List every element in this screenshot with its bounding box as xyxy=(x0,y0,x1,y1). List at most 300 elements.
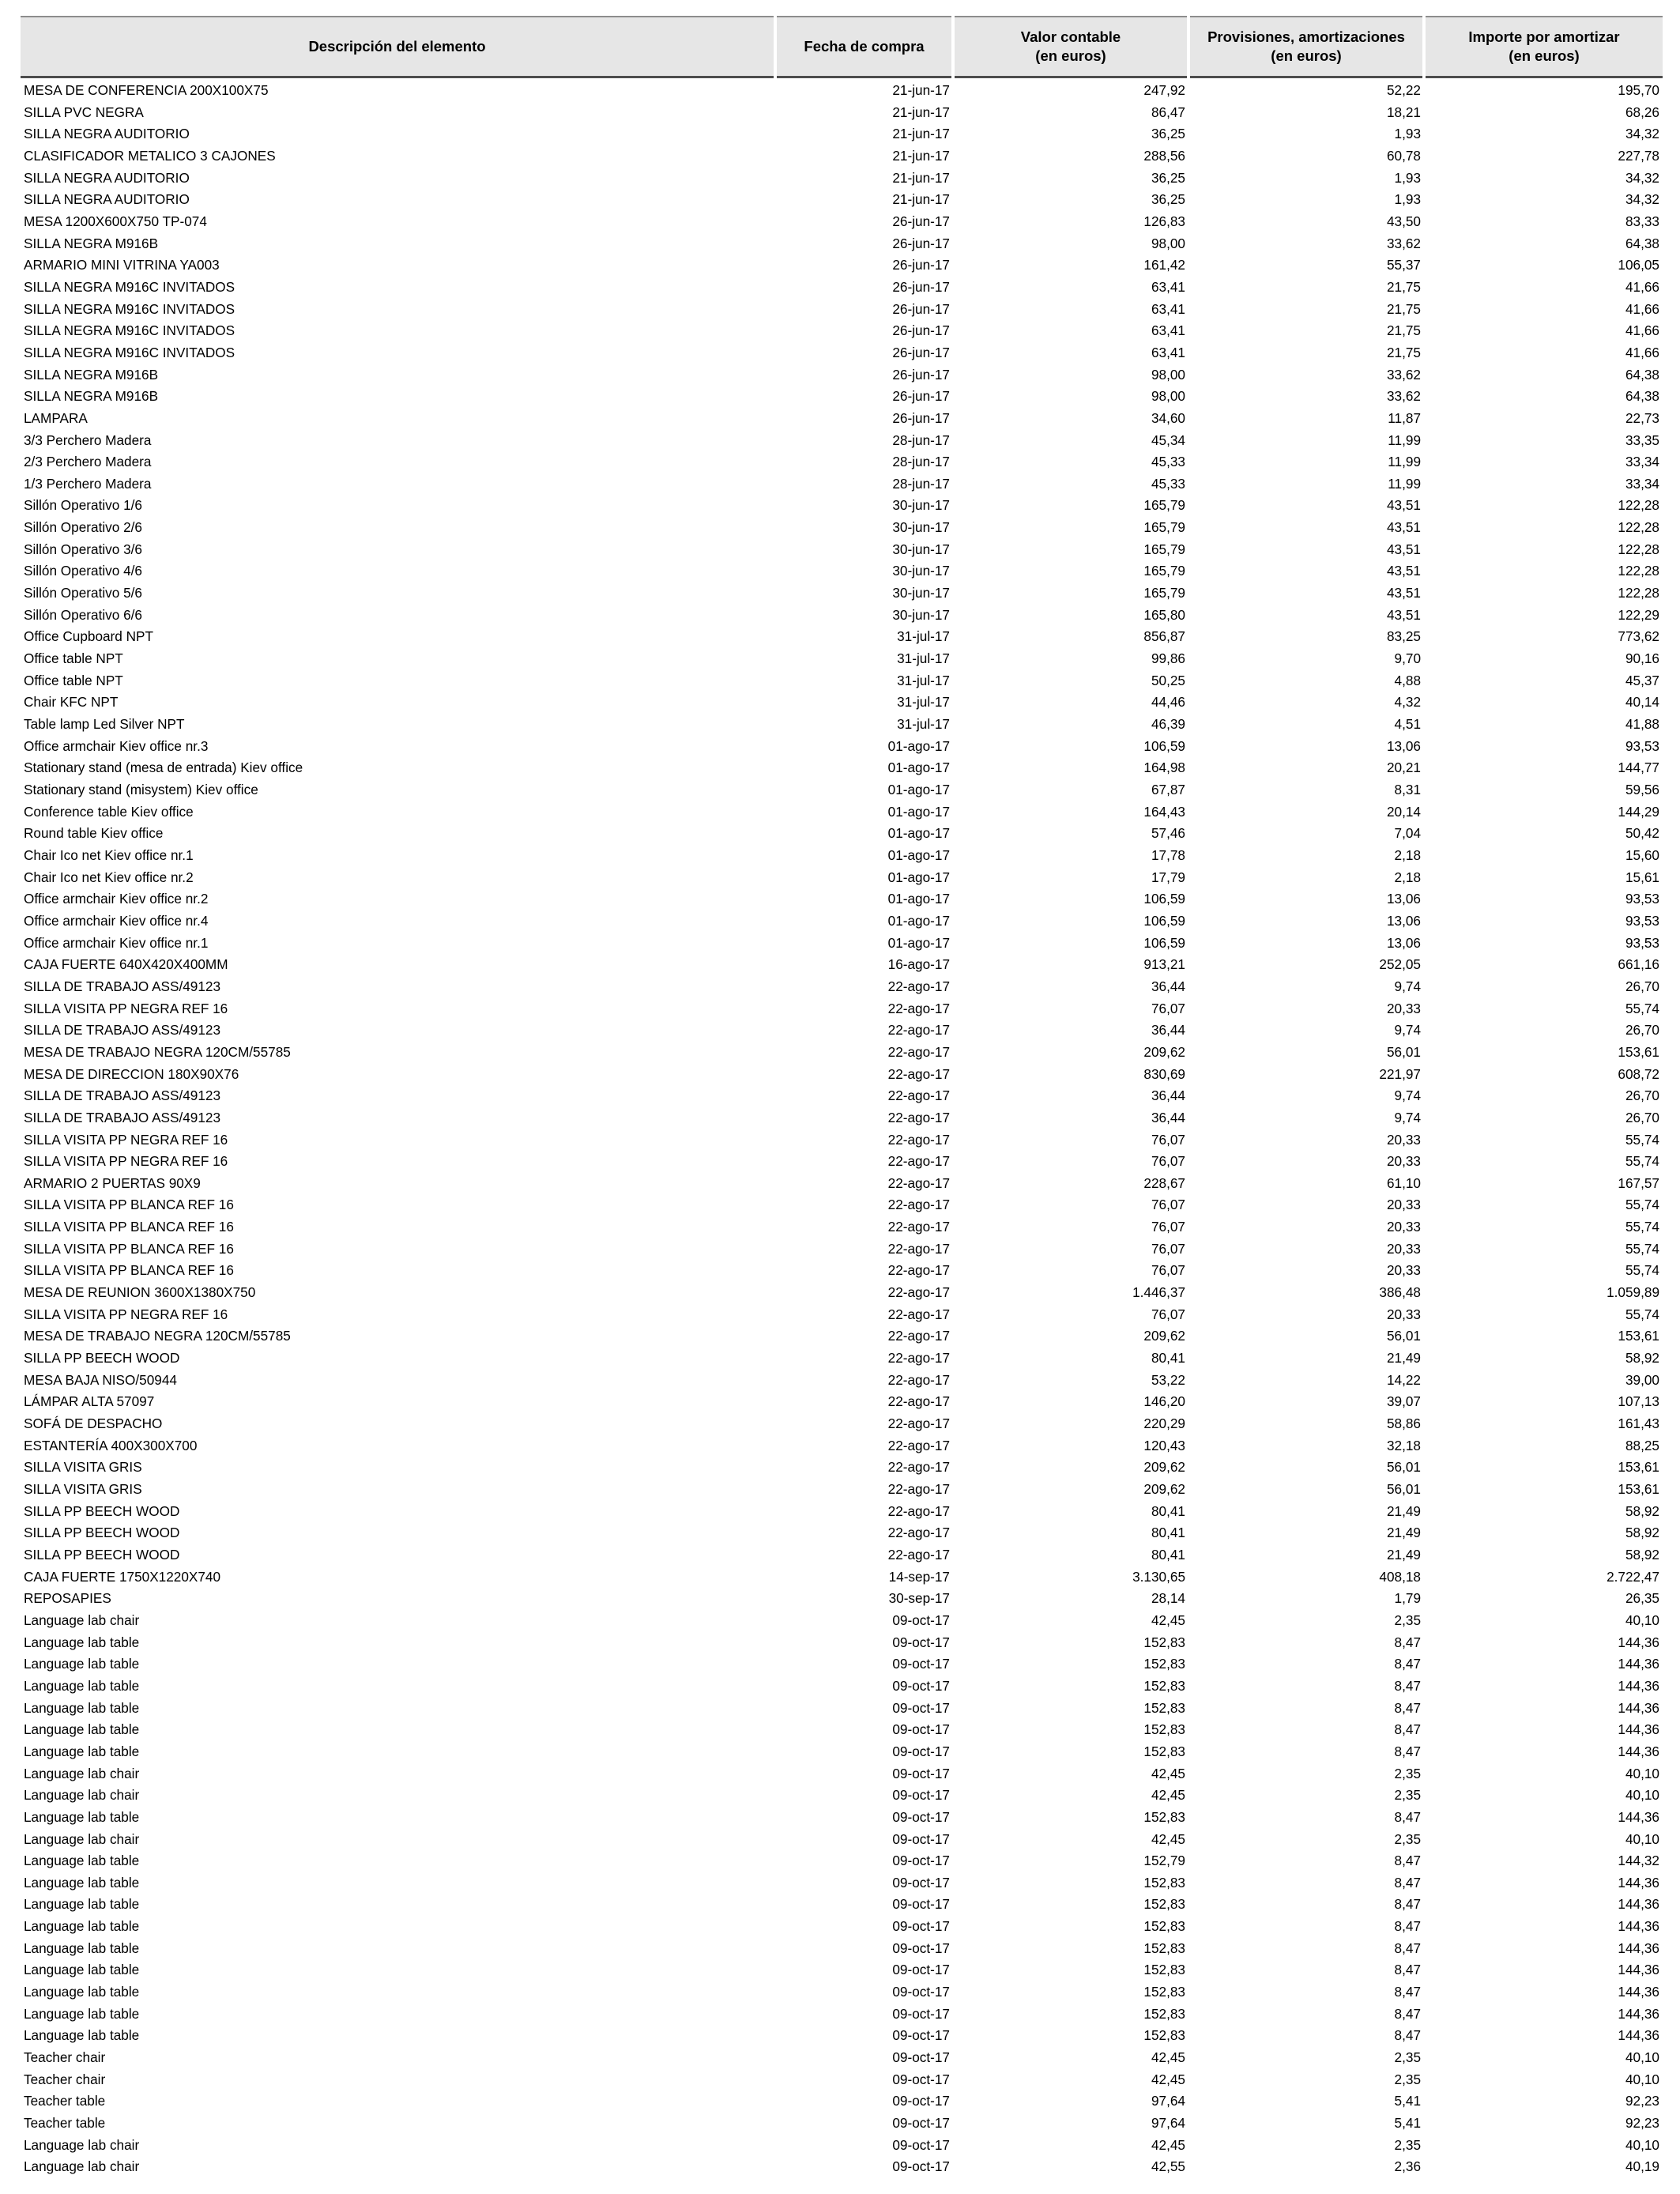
pending-amount-cell: 64,38 xyxy=(1625,235,1659,251)
provisions-cell: 8,47 xyxy=(1394,1721,1421,1738)
provisions-cell: 20,33 xyxy=(1386,1240,1421,1257)
table-row xyxy=(21,1479,1663,1501)
pending-amount-cell: 64,38 xyxy=(1625,366,1659,383)
book-value-cell: 913,21 xyxy=(1143,956,1185,973)
date-cell: 22-ago-17 xyxy=(887,1525,950,1541)
book-value-cell: 42,45 xyxy=(1151,1612,1185,1628)
pending-amount-cell: 41,66 xyxy=(1625,344,1659,360)
table-row xyxy=(21,211,1663,233)
book-value-cell: 45,33 xyxy=(1151,454,1185,470)
date-cell: 26-jun-17 xyxy=(892,366,950,383)
provisions-cell: 1,93 xyxy=(1394,126,1421,142)
book-value-cell: 126,83 xyxy=(1143,213,1185,229)
header-description-line: Descripción del elemento xyxy=(308,38,486,55)
provisions-cell: 8,47 xyxy=(1394,1677,1421,1694)
date-cell: 31-jul-17 xyxy=(897,650,950,667)
date-cell: 26-jun-17 xyxy=(892,278,950,295)
description-cell: MESA DE CONFERENCIA 200X100X75 xyxy=(24,82,269,98)
provisions-cell: 56,01 xyxy=(1386,1481,1421,1497)
description-cell: SILLA PVC NEGRA xyxy=(24,104,144,120)
table-row xyxy=(21,626,1663,648)
table-row xyxy=(21,1544,1663,1566)
description-cell: Office table NPT xyxy=(24,650,123,667)
date-cell: 30-jun-17 xyxy=(892,563,950,579)
book-value-cell: 288,56 xyxy=(1143,147,1185,164)
provisions-cell: 83,25 xyxy=(1386,628,1421,645)
description-cell: SILLA PP BEECH WOOD xyxy=(24,1350,180,1367)
description-cell: Office armchair Kiev office nr.3 xyxy=(24,737,209,754)
description-cell: CLASIFICADOR METALICO 3 CAJONES xyxy=(24,147,276,164)
provisions-cell: 11,99 xyxy=(1388,432,1421,448)
provisions-cell: 43,51 xyxy=(1386,519,1421,536)
table-row xyxy=(21,933,1663,955)
table-row xyxy=(21,1741,1663,1763)
table-row xyxy=(21,1107,1663,1129)
date-cell: 09-oct-17 xyxy=(892,1984,950,2000)
provisions-cell: 4,32 xyxy=(1394,694,1421,711)
date-cell: 22-ago-17 xyxy=(887,1000,950,1016)
book-value-cell: 46,39 xyxy=(1151,716,1185,733)
date-cell: 22-ago-17 xyxy=(887,1174,950,1191)
book-value-cell: 76,07 xyxy=(1151,1153,1185,1170)
provisions-cell: 2,18 xyxy=(1394,846,1421,863)
header-book-value-line: (en euros) xyxy=(1035,47,1106,64)
description-cell: 1/3 Perchero Madera xyxy=(24,475,152,492)
description-cell: SILLA VISITA GRIS xyxy=(24,1459,142,1476)
pending-amount-cell: 59,56 xyxy=(1625,782,1659,797)
book-value-cell: 165,79 xyxy=(1143,585,1185,601)
pending-amount-cell: 64,38 xyxy=(1625,388,1659,405)
table-row xyxy=(21,1282,1663,1304)
description-cell: Teacher chair xyxy=(24,2071,106,2087)
description-cell: SILLA DE TRABAJO ASS/49123 xyxy=(24,1088,221,1104)
date-cell: 26-jun-17 xyxy=(892,388,950,405)
pending-amount-cell: 106,05 xyxy=(1618,257,1659,273)
pending-amount-cell: 144,36 xyxy=(1618,1743,1659,1759)
book-value-cell: 106,59 xyxy=(1143,737,1185,754)
provisions-cell: 9,74 xyxy=(1394,1088,1421,1104)
provisions-cell: 43,50 xyxy=(1386,213,1421,229)
book-value-cell: 152,83 xyxy=(1143,1721,1185,1738)
date-cell: 09-oct-17 xyxy=(892,1962,950,1978)
date-cell: 30-jun-17 xyxy=(892,585,950,601)
pending-amount-cell: 144,36 xyxy=(1618,1918,1659,1935)
description-cell: Round table Kiev office xyxy=(24,825,164,842)
table-row xyxy=(21,736,1663,758)
table-row xyxy=(21,539,1663,561)
date-cell: 09-oct-17 xyxy=(892,2049,950,2066)
book-value-cell: 63,41 xyxy=(1151,278,1185,295)
provisions-cell: 8,47 xyxy=(1394,2005,1421,2022)
date-cell: 09-oct-17 xyxy=(892,2136,950,2153)
provisions-cell: 9,74 xyxy=(1394,1022,1421,1039)
pending-amount-cell: 92,23 xyxy=(1625,2115,1659,2132)
table-row xyxy=(21,1042,1663,1064)
book-value-cell: 228,67 xyxy=(1143,1174,1185,1191)
pending-amount-cell: 26,35 xyxy=(1625,1590,1659,1607)
book-value-cell: 152,83 xyxy=(1143,1940,1185,1956)
date-cell: 21-jun-17 xyxy=(892,126,950,142)
provisions-cell: 221,97 xyxy=(1379,1065,1421,1082)
provisions-cell: 56,01 xyxy=(1386,1043,1421,1060)
provisions-cell: 21,49 xyxy=(1386,1350,1421,1367)
provisions-cell: 20,21 xyxy=(1386,760,1421,776)
book-value-cell: 17,78 xyxy=(1151,846,1185,863)
description-cell: Language lab table xyxy=(24,1656,140,1672)
provisions-cell: 52,22 xyxy=(1386,82,1421,98)
book-value-cell: 106,59 xyxy=(1143,912,1185,929)
date-cell: 30-jun-17 xyxy=(892,519,950,536)
pending-amount-cell: 55,74 xyxy=(1625,1000,1659,1016)
date-cell: 22-ago-17 xyxy=(887,1502,950,1519)
description-cell: SILLA DE TRABAJO ASS/49123 xyxy=(24,1022,221,1039)
table-row xyxy=(21,757,1663,779)
provisions-cell: 1,93 xyxy=(1394,169,1421,186)
description-cell: SILLA VISITA PP BLANCA REF 16 xyxy=(24,1197,234,1213)
pending-amount-cell: 15,61 xyxy=(1625,869,1659,885)
book-value-cell: 76,07 xyxy=(1151,1306,1185,1322)
provisions-cell: 8,47 xyxy=(1394,1962,1421,1978)
date-cell: 21-jun-17 xyxy=(892,82,950,98)
pending-amount-cell: 55,74 xyxy=(1625,1240,1659,1257)
provisions-cell: 252,05 xyxy=(1379,956,1421,973)
table-row xyxy=(21,1763,1663,1785)
table-row xyxy=(21,1653,1663,1676)
date-cell: 22-ago-17 xyxy=(887,1371,950,1388)
table-row xyxy=(21,145,1663,168)
description-cell: Chair Ico net Kiev office nr.1 xyxy=(24,846,194,863)
date-cell: 22-ago-17 xyxy=(887,1416,950,1432)
pending-amount-cell: 227,78 xyxy=(1618,147,1659,164)
table-row xyxy=(21,1129,1663,1152)
provisions-cell: 8,47 xyxy=(1394,1743,1421,1759)
date-cell: 22-ago-17 xyxy=(887,1022,950,1039)
description-cell: SILLA PP BEECH WOOD xyxy=(24,1546,180,1563)
date-cell: 22-ago-17 xyxy=(887,1393,950,1410)
pending-amount-cell: 26,70 xyxy=(1625,1022,1659,1039)
date-cell: 26-jun-17 xyxy=(892,344,950,360)
date-cell: 22-ago-17 xyxy=(887,978,950,994)
book-value-cell: 152,83 xyxy=(1143,2027,1185,2044)
provisions-cell: 2,35 xyxy=(1394,1612,1421,1628)
table-row xyxy=(21,1850,1663,1872)
book-value-cell: 165,79 xyxy=(1143,519,1185,536)
book-value-cell: 165,79 xyxy=(1143,541,1185,557)
book-value-cell: 98,00 xyxy=(1151,235,1185,251)
pending-amount-cell: 144,29 xyxy=(1618,803,1659,820)
provisions-cell: 8,47 xyxy=(1394,1634,1421,1650)
date-cell: 21-jun-17 xyxy=(892,147,950,164)
description-cell: Language lab table xyxy=(24,1743,140,1759)
provisions-cell: 2,35 xyxy=(1394,2136,1421,2153)
description-cell: Language lab table xyxy=(24,1634,140,1650)
pending-amount-cell: 161,43 xyxy=(1618,1416,1659,1432)
date-cell: 26-jun-17 xyxy=(892,322,950,339)
table-row xyxy=(21,189,1663,211)
description-cell: Sillón Operativo 1/6 xyxy=(24,497,142,514)
description-cell: SILLA DE TRABAJO ASS/49123 xyxy=(24,978,221,994)
book-value-cell: 152,83 xyxy=(1143,1656,1185,1672)
description-cell: Office table NPT xyxy=(24,672,123,688)
table-row xyxy=(21,910,1663,933)
book-value-cell: 97,64 xyxy=(1151,2093,1185,2109)
book-value-cell: 152,79 xyxy=(1143,1853,1185,1869)
book-value-cell: 42,45 xyxy=(1151,1765,1185,1781)
book-value-cell: 152,83 xyxy=(1143,1808,1185,1825)
description-cell: SILLA VISITA PP BLANCA REF 16 xyxy=(24,1240,234,1257)
book-value-cell: 120,43 xyxy=(1143,1437,1185,1453)
book-value-cell: 152,83 xyxy=(1143,2005,1185,2022)
table-row xyxy=(21,1325,1663,1348)
book-value-cell: 80,41 xyxy=(1151,1350,1185,1367)
table-row xyxy=(21,1457,1663,1479)
description-cell: MESA DE TRABAJO NEGRA 120CM/55785 xyxy=(24,1043,291,1060)
pending-amount-cell: 93,53 xyxy=(1625,737,1659,754)
pending-amount-cell: 107,13 xyxy=(1618,1393,1659,1410)
date-cell: 01-ago-17 xyxy=(887,846,950,863)
book-value-cell: 165,79 xyxy=(1143,497,1185,514)
description-cell: Teacher table xyxy=(24,2093,106,2109)
provisions-cell: 9,74 xyxy=(1394,978,1421,994)
book-value-cell: 76,07 xyxy=(1151,1262,1185,1279)
description-cell: MESA DE REUNION 3600X1380X750 xyxy=(24,1284,256,1301)
table-row xyxy=(21,1151,1663,1173)
pending-amount-cell: 2.722,47 xyxy=(1607,1568,1659,1585)
pending-amount-cell: 40,10 xyxy=(1625,1830,1659,1847)
provisions-cell: 2,35 xyxy=(1394,1765,1421,1781)
description-cell: Sillón Operativo 2/6 xyxy=(24,519,142,536)
date-cell: 26-jun-17 xyxy=(892,213,950,229)
book-value-cell: 152,83 xyxy=(1143,1918,1185,1935)
description-cell: SILLA NEGRA M916C INVITADOS xyxy=(24,322,235,339)
pending-amount-cell: 50,42 xyxy=(1625,825,1659,842)
pending-amount-cell: 58,92 xyxy=(1625,1350,1659,1367)
date-cell: 09-oct-17 xyxy=(892,2093,950,2109)
header-description xyxy=(21,17,775,77)
provisions-cell: 8,47 xyxy=(1394,1984,1421,2000)
book-value-cell: 76,07 xyxy=(1151,1240,1185,1257)
table-row xyxy=(21,1981,1663,2004)
provisions-cell: 61,10 xyxy=(1386,1174,1421,1191)
book-value-cell: 152,83 xyxy=(1143,1743,1185,1759)
description-cell: LÁMPAR ALTA 57097 xyxy=(24,1393,155,1410)
pending-amount-cell: 88,25 xyxy=(1625,1437,1659,1453)
provisions-cell: 11,87 xyxy=(1388,409,1421,426)
provisions-cell: 20,33 xyxy=(1386,1000,1421,1016)
date-cell: 21-jun-17 xyxy=(892,191,950,208)
table-row xyxy=(21,299,1663,321)
provisions-cell: 21,49 xyxy=(1386,1546,1421,1563)
header-provisions xyxy=(1188,17,1424,77)
book-value-cell: 220,29 xyxy=(1143,1416,1185,1432)
provisions-cell: 8,47 xyxy=(1394,1940,1421,1956)
book-value-cell: 42,55 xyxy=(1151,2158,1185,2175)
description-cell: Language lab chair xyxy=(24,1765,140,1781)
provisions-cell: 43,51 xyxy=(1386,606,1421,623)
pending-amount-cell: 40,14 xyxy=(1625,694,1659,711)
table-row xyxy=(21,692,1663,714)
pending-amount-cell: 90,16 xyxy=(1625,650,1659,667)
description-cell: SILLA VISITA PP NEGRA REF 16 xyxy=(24,1153,228,1170)
description-cell: SILLA DE TRABAJO ASS/49123 xyxy=(24,1109,221,1125)
book-value-cell: 247,92 xyxy=(1143,82,1185,98)
book-value-cell: 98,00 xyxy=(1151,366,1185,383)
provisions-cell: 55,37 xyxy=(1386,257,1421,273)
table-row xyxy=(21,1501,1663,1523)
pending-amount-cell: 92,23 xyxy=(1625,2093,1659,2109)
table-row xyxy=(21,582,1663,605)
provisions-cell: 5,41 xyxy=(1394,2115,1421,2132)
pending-amount-cell: 33,34 xyxy=(1625,454,1659,470)
table-row xyxy=(21,1522,1663,1544)
table-row xyxy=(21,1916,1663,1938)
date-cell: 22-ago-17 xyxy=(887,1109,950,1125)
date-cell: 09-oct-17 xyxy=(892,1765,950,1781)
description-cell: SILLA NEGRA M916B xyxy=(24,366,159,383)
pending-amount-cell: 55,74 xyxy=(1625,1306,1659,1322)
provisions-cell: 21,49 xyxy=(1386,1502,1421,1519)
provisions-cell: 60,78 xyxy=(1386,147,1421,164)
description-cell: Language lab table xyxy=(24,2005,140,2022)
pending-amount-cell: 122,28 xyxy=(1618,563,1659,579)
provisions-cell: 33,62 xyxy=(1386,366,1421,383)
description-cell: Language lab table xyxy=(24,1721,140,1738)
date-cell: 01-ago-17 xyxy=(887,803,950,820)
book-value-cell: 34,60 xyxy=(1151,409,1185,426)
date-cell: 22-ago-17 xyxy=(887,1153,950,1170)
book-value-cell: 36,44 xyxy=(1151,1109,1185,1125)
date-cell: 09-oct-17 xyxy=(892,2115,950,2132)
book-value-cell: 146,20 xyxy=(1143,1393,1185,1410)
provisions-cell: 8,47 xyxy=(1394,1896,1421,1913)
provisions-cell: 2,18 xyxy=(1394,869,1421,885)
description-cell: SILLA NEGRA M916B xyxy=(24,235,159,251)
table-row xyxy=(21,1064,1663,1086)
pending-amount-cell: 93,53 xyxy=(1625,891,1659,907)
description-cell: SOFÁ DE DESPACHO xyxy=(24,1416,163,1432)
pending-amount-cell: 55,74 xyxy=(1625,1262,1659,1279)
description-cell: Stationary stand (misystem) Kiev office xyxy=(24,782,258,797)
description-cell: ARMARIO 2 PUERTAS 90X9 xyxy=(24,1174,201,1191)
provisions-cell: 43,51 xyxy=(1386,497,1421,514)
description-cell: SILLA VISITA PP NEGRA REF 16 xyxy=(24,1000,228,1016)
table-row xyxy=(21,801,1663,824)
provisions-cell: 20,33 xyxy=(1386,1262,1421,1279)
provisions-cell: 2,35 xyxy=(1394,1787,1421,1804)
pending-amount-cell: 122,28 xyxy=(1618,497,1659,514)
table-row xyxy=(21,998,1663,1020)
pending-amount-cell: 41,66 xyxy=(1625,322,1659,339)
pending-amount-cell: 26,70 xyxy=(1625,1109,1659,1125)
description-cell: Language lab table xyxy=(24,1874,140,1891)
book-value-cell: 28,14 xyxy=(1151,1590,1185,1607)
date-cell: 28-jun-17 xyxy=(892,432,950,448)
table-row xyxy=(21,1216,1663,1238)
date-cell: 01-ago-17 xyxy=(887,934,950,951)
provisions-cell: 56,01 xyxy=(1386,1459,1421,1476)
table-row xyxy=(21,670,1663,692)
description-cell: SILLA VISITA PP BLANCA REF 16 xyxy=(24,1219,234,1235)
table-row xyxy=(21,1566,1663,1589)
table-row xyxy=(21,320,1663,342)
pending-amount-cell: 40,10 xyxy=(1625,2049,1659,2066)
pending-amount-cell: 144,36 xyxy=(1618,1874,1659,1891)
assets-table xyxy=(21,16,1663,2178)
description-cell: Chair KFC NPT xyxy=(24,694,119,711)
date-cell: 26-jun-17 xyxy=(892,409,950,426)
provisions-cell: 21,75 xyxy=(1386,300,1421,317)
pending-amount-cell: 40,10 xyxy=(1625,1787,1659,1804)
table-row xyxy=(21,408,1663,430)
book-value-cell: 42,45 xyxy=(1151,1787,1185,1804)
pending-amount-cell: 55,74 xyxy=(1625,1153,1659,1170)
date-cell: 09-oct-17 xyxy=(892,1743,950,1759)
table-row xyxy=(21,1413,1663,1435)
date-cell: 22-ago-17 xyxy=(887,1306,950,1322)
date-cell: 09-oct-17 xyxy=(892,1787,950,1804)
provisions-cell: 43,51 xyxy=(1386,541,1421,557)
pending-amount-cell: 122,28 xyxy=(1618,519,1659,536)
header-amount-pending-line: Importe por amortizar xyxy=(1468,28,1620,45)
pending-amount-cell: 26,70 xyxy=(1625,978,1659,994)
provisions-cell: 20,33 xyxy=(1386,1153,1421,1170)
table-row xyxy=(21,1173,1663,1195)
provisions-cell: 18,21 xyxy=(1386,104,1421,120)
table-row xyxy=(21,888,1663,910)
provisions-cell: 43,51 xyxy=(1386,585,1421,601)
date-cell: 22-ago-17 xyxy=(887,1262,950,1279)
description-cell: SILLA PP BEECH WOOD xyxy=(24,1525,180,1541)
book-value-cell: 165,80 xyxy=(1143,606,1185,623)
provisions-cell: 13,06 xyxy=(1386,912,1421,929)
table-row xyxy=(21,954,1663,976)
date-cell: 14-sep-17 xyxy=(888,1568,950,1585)
date-cell: 30-jun-17 xyxy=(892,541,950,557)
date-cell: 22-ago-17 xyxy=(887,1459,950,1476)
table-row xyxy=(21,1194,1663,1216)
date-cell: 30-sep-17 xyxy=(888,1590,950,1607)
description-cell: SILLA VISITA GRIS xyxy=(24,1481,142,1497)
book-value-cell: 36,25 xyxy=(1151,169,1185,186)
date-cell: 16-ago-17 xyxy=(887,956,950,973)
book-value-cell: 97,64 xyxy=(1151,2115,1185,2132)
book-value-cell: 45,34 xyxy=(1151,432,1185,448)
table-row xyxy=(21,277,1663,299)
description-cell: Office armchair Kiev office nr.4 xyxy=(24,912,209,929)
pending-amount-cell: 144,36 xyxy=(1618,2027,1659,2044)
pending-amount-cell: 144,36 xyxy=(1618,1677,1659,1694)
provisions-cell: 11,99 xyxy=(1388,454,1421,470)
provisions-cell: 9,74 xyxy=(1394,1109,1421,1125)
table-row xyxy=(21,1610,1663,1632)
book-value-cell: 44,46 xyxy=(1151,694,1185,711)
pending-amount-cell: 167,57 xyxy=(1618,1174,1659,1191)
table-row xyxy=(21,1872,1663,1894)
table-row xyxy=(21,233,1663,255)
table-row xyxy=(21,2135,1663,2157)
description-cell: Language lab table xyxy=(24,2027,140,2044)
provisions-cell: 11,99 xyxy=(1388,475,1421,492)
provisions-cell: 4,88 xyxy=(1394,672,1421,688)
pending-amount-cell: 144,36 xyxy=(1618,1940,1659,1956)
book-value-cell: 63,41 xyxy=(1151,344,1185,360)
pending-amount-cell: 195,70 xyxy=(1618,82,1659,98)
description-cell: SILLA NEGRA M916C INVITADOS xyxy=(24,344,235,360)
pending-amount-cell: 40,19 xyxy=(1625,2158,1659,2175)
date-cell: 09-oct-17 xyxy=(892,1634,950,1650)
provisions-cell: 21,75 xyxy=(1386,322,1421,339)
table-row xyxy=(21,1719,1663,1741)
